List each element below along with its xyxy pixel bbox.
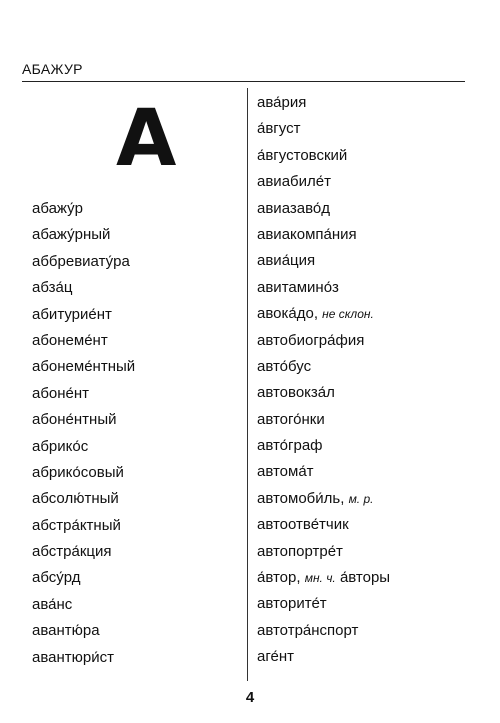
word-entry [257, 169, 390, 195]
word-entry: авантю́ра [32, 622, 100, 640]
word-entry [257, 486, 390, 512]
word-text: аге́нт [257, 648, 294, 666]
word-text: автома́т [257, 463, 314, 481]
word-text: авиазаво́д [257, 199, 330, 217]
word-text: автоотве́тчик [257, 516, 349, 534]
word-text: а́вгустовский [257, 146, 348, 164]
word-entry [257, 539, 390, 565]
word-entry [257, 328, 390, 354]
word-entry: абажу́р [32, 200, 83, 217]
word-text: авиа́ция [257, 252, 316, 270]
word-entry: абитурие́нт [32, 305, 112, 323]
word-entry: абсу́рд [32, 569, 81, 587]
word-entry [257, 380, 390, 406]
grammar-note: мн. ч. [304, 571, 336, 586]
word-entry [257, 196, 390, 222]
word-text: а́втор, [257, 569, 301, 587]
word-text: авто́бус [257, 357, 312, 375]
word-entry: абстра́кция [32, 543, 112, 561]
word-text: автомоби́ль, [257, 489, 345, 507]
word-entry: абстра́ктный [32, 516, 121, 534]
word-text: авитамино́з [257, 278, 339, 296]
section-letter: А [116, 94, 177, 184]
word-entry [257, 407, 390, 433]
word-text: автопортре́т [257, 542, 343, 560]
word-entry [257, 591, 390, 617]
word-text: автобиогра́фия [257, 331, 365, 349]
word-entry [257, 433, 390, 459]
right-word-column [257, 90, 390, 671]
word-entry [257, 90, 390, 116]
word-text: авока́до, [257, 305, 318, 323]
word-entry: ава́нс [32, 595, 73, 613]
word-text: автого́нки [257, 410, 325, 428]
column-divider [247, 88, 248, 681]
grammar-note: м. р. [348, 491, 374, 506]
word-entry: абоне́нт [32, 384, 90, 402]
word-entry [257, 644, 390, 670]
running-header: АБАЖУР [22, 61, 83, 77]
word-entry: абажу́рный [32, 226, 111, 244]
word-form: а́вторы [339, 569, 391, 587]
word-entry: абрико́совый [32, 463, 124, 481]
left-word-column [32, 196, 135, 671]
word-text: автовокза́л [257, 384, 335, 402]
word-entry: абрико́с [32, 437, 89, 455]
grammar-note: не склон. [322, 307, 374, 322]
word-entry [257, 512, 390, 538]
word-entry [257, 275, 390, 301]
word-entry [257, 565, 390, 591]
word-entry [257, 143, 390, 169]
word-text: а́вгуст [257, 120, 301, 138]
word-text: авто́граф [257, 437, 323, 455]
word-entry: абза́ц [32, 279, 73, 297]
word-entry [257, 222, 390, 248]
word-text: ава́рия [257, 94, 307, 111]
word-text: авторите́т [257, 595, 327, 613]
word-entry: абонеме́нтный [32, 358, 136, 376]
page-number: 4 [245, 689, 255, 706]
word-entry [257, 354, 390, 380]
word-entry: авантюри́ст [32, 648, 114, 666]
word-text: автотра́нспорт [257, 621, 359, 639]
word-entry [257, 116, 390, 142]
word-entry [257, 248, 390, 274]
word-entry: аббревиату́ра [32, 252, 130, 270]
word-entry: абонеме́нт [32, 331, 108, 349]
header-rule [22, 81, 465, 82]
word-entry: абсолю́тный [32, 490, 119, 508]
word-entry [257, 459, 390, 485]
word-entry [257, 301, 390, 327]
word-entry: абоне́нтный [32, 411, 117, 429]
word-text: авиакомпа́ния [257, 225, 357, 243]
word-entry [257, 618, 390, 644]
word-text: авиабиле́т [257, 173, 331, 191]
